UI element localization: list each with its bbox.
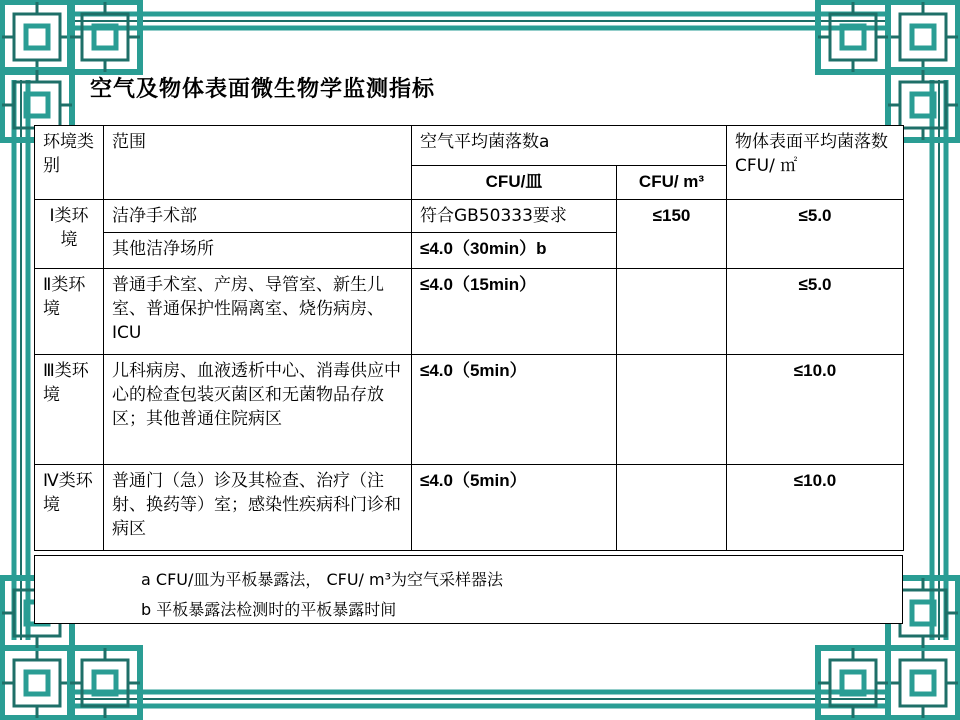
cell-range: 儿科病房、血液透析中心、消毒供应中心的检查包装灭菌区和无菌物品存放区；其他普通住院病区 [104, 355, 412, 465]
header-surface: 物体表面平均菌落数CFU/ ㎡ [727, 126, 904, 200]
cell-m3 [617, 465, 727, 551]
table-footnotes [34, 555, 903, 624]
cell-m3: ≤150 [617, 200, 727, 269]
cell-range: 普通门（急）诊及其检查、治疗（注射、换药等）室；感染性疾病科门诊和病区 [104, 465, 412, 551]
cell-dish: ≤4.0（5min） [412, 355, 617, 465]
header-env: 环境类别 [35, 126, 104, 200]
header-air-m3: CFU/ m³ [617, 166, 727, 200]
cell-surface: ≤5.0 [727, 269, 904, 355]
header-range: 范围 [104, 126, 412, 200]
footnote-b: b 平板暴露法检测时的平板暴露时间 [141, 600, 397, 619]
table-header-row [35, 126, 904, 166]
header-air: 空气平均菌落数a [412, 126, 727, 166]
cell-surface: ≤10.0 [727, 465, 904, 551]
monitoring-table [34, 125, 904, 551]
cell-env: Ⅲ类环境 [35, 355, 104, 465]
cell-m3 [617, 269, 727, 355]
cell-dish: 符合GB50333要求 [412, 200, 617, 233]
table-row [35, 269, 904, 355]
page-title: 空气及物体表面微生物学监测指标 [90, 77, 436, 102]
cell-range: 其他洁净场所 [104, 233, 412, 269]
table-row [35, 355, 904, 465]
cell-range: 普通手术室、产房、导管室、新生儿室、普通保护性隔离室、烧伤病房、ICU [104, 269, 412, 355]
cell-env: Ⅰ类环境 [35, 200, 104, 269]
cell-dish: ≤4.0（30min）b [412, 233, 617, 269]
cell-dish: ≤4.0（15min） [412, 269, 617, 355]
table-row [35, 200, 904, 233]
header-air-dish: CFU/皿 [412, 166, 617, 200]
cell-dish: ≤4.0（5min） [412, 465, 617, 551]
table-row [35, 465, 904, 551]
cell-range: 洁净手术部 [104, 200, 412, 233]
cell-surface: ≤10.0 [727, 355, 904, 465]
footnote-a: a CFU/皿为平板暴露法， CFU/ m³为空气采样器法 [141, 570, 504, 589]
cell-env: Ⅳ类环境 [35, 465, 104, 551]
cell-surface: ≤5.0 [727, 200, 904, 269]
cell-m3 [617, 355, 727, 465]
cell-env: Ⅱ类环境 [35, 269, 104, 355]
